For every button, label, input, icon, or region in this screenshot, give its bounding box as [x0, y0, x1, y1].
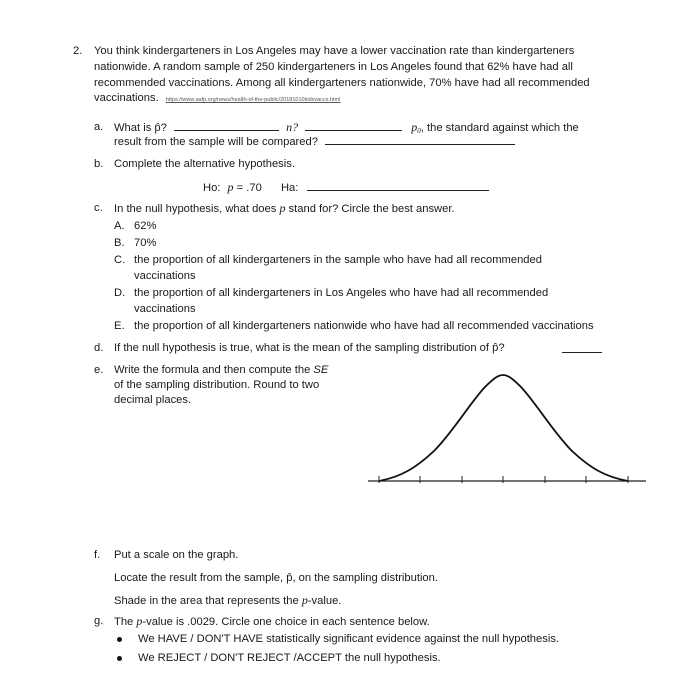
part-f-line-1: Put a scale on the graph.	[114, 549, 239, 561]
phat-prompt: What is p̂?	[114, 122, 167, 134]
option-a[interactable]: 62%	[134, 220, 157, 232]
ha-label: Ha:	[280, 182, 299, 194]
part-g-label: g.	[94, 615, 104, 627]
n-answer-blank[interactable]	[305, 121, 402, 131]
bullet-2: We REJECT / DON'T REJECT /ACCEPT the null hypothesis.	[117, 651, 441, 667]
option-e[interactable]: the proportion of all kindergarteners nationwide who have had all recommended vaccinations	[134, 320, 594, 332]
option-c[interactable]: the proportion of all kindergarteners in the sample who have had all recommended vaccinations	[134, 254, 542, 282]
question-intro-line-3: recommended vaccinations. Among all kindergarteners nationwide, 70% have had all recommended	[94, 77, 590, 89]
p0-answer-blank[interactable]	[325, 135, 515, 145]
part-f-label: f.	[94, 549, 101, 561]
part-b-label: b.	[94, 158, 104, 170]
bullet-1: We HAVE / DON'T HAVE statistically significant evidence against the null hypothesis.	[117, 632, 559, 648]
part-a-label: a.	[94, 121, 104, 133]
question-intro-line-2: nationwide. A random sample of 250 kindergarteners in Los Angeles found that 62% have had all	[94, 61, 573, 73]
p0-symbol: $p_0$	[411, 120, 421, 135]
ho-label: Ho:	[203, 182, 221, 194]
option-d-letter: D.	[114, 287, 126, 299]
p0-prompt: , the standard against which the	[420, 122, 579, 134]
part-f-line-3: Shade in the area that represents the p-value.	[114, 593, 342, 607]
part-g-text: The p-value is .0029. Circle one choice in each sentence below.	[114, 614, 430, 628]
mean-answer-blank[interactable]	[562, 342, 602, 353]
option-d[interactable]: the proportion of all kindergarteners in Los Angeles who have had all recommended vaccinations	[134, 287, 549, 315]
part-e-line-2: of the sampling distribution. Round to two	[114, 379, 320, 391]
source-link[interactable]: https://www.aafp.org/news/health-of-the-public/20181010kidsvaccs.html	[165, 97, 341, 103]
option-c-letter: C.	[114, 254, 126, 266]
part-b-text: Complete the alternative hypothesis.	[114, 158, 295, 170]
question-intro-line-4: vaccinations.	[94, 92, 159, 104]
normal-curve	[379, 375, 628, 481]
part-e-label: e.	[94, 364, 104, 376]
question-intro-line-1: You think kindergarteners in Los Angeles may have a lower vaccination rate than kindergarteners	[94, 45, 575, 57]
part-c-label: c.	[94, 202, 103, 214]
phat-answer-blank[interactable]	[174, 121, 279, 131]
part-c-text: In the null hypothesis, what does p stand for? Circle the best answer.	[114, 201, 455, 215]
ha-answer-blank[interactable]	[307, 181, 489, 191]
hypotheses-row	[203, 180, 489, 197]
option-e-letter: E.	[114, 320, 125, 332]
option-b-letter: B.	[114, 237, 125, 249]
bullet-icon	[117, 637, 122, 642]
part-e-line-1: Write the formula and then compute the SE	[114, 364, 329, 376]
axis-ticks	[379, 476, 628, 483]
bullet-icon	[117, 656, 122, 661]
part-e-line-3: decimal places.	[114, 394, 192, 406]
ho-value: = .70	[233, 182, 262, 194]
question-number: 2.	[73, 45, 83, 57]
part-f-line-2: Locate the result from the sample, p̂, on the sampling distribution.	[114, 572, 438, 584]
normal-curve-graph[interactable]	[360, 365, 660, 495]
n-prompt: n?	[286, 120, 299, 134]
ho-p: p	[227, 180, 234, 194]
part-d-text: If the null hypothesis is true, what is the mean of the sampling distribution of p̂?	[114, 342, 505, 354]
option-a-letter: A.	[114, 220, 125, 232]
option-b[interactable]: 70%	[134, 237, 157, 249]
part-a-row-2	[114, 135, 515, 151]
p0-prompt-line2: result from the sample will be compared?	[114, 136, 318, 148]
part-d-label: d.	[94, 342, 104, 354]
